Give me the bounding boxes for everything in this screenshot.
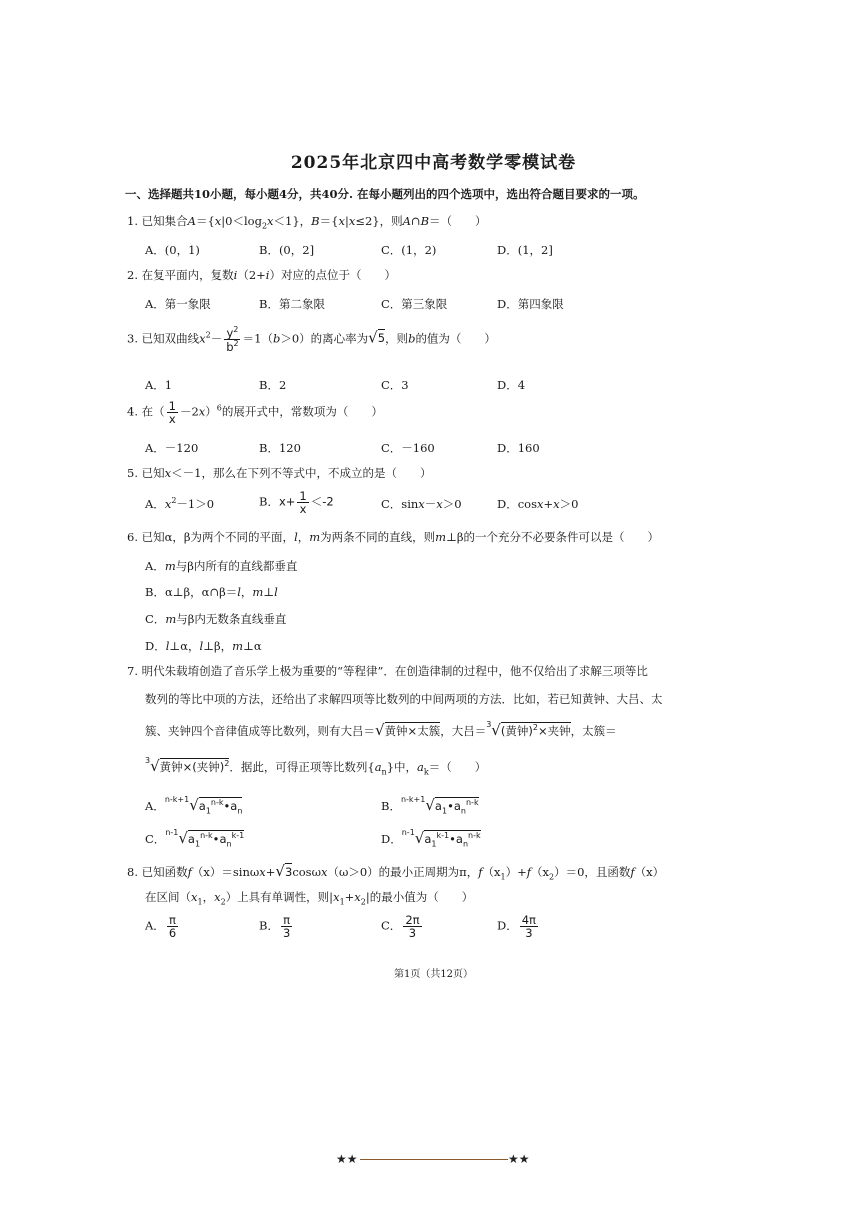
question-number: 2.	[127, 268, 138, 282]
question-7-line-4: $^3$√黄钟×(夹钟)$^2$．据此，可得正项等比数列$\{a_n\}$中，$a_k=$（ ）	[145, 756, 487, 777]
sqrt-icon: √	[275, 862, 285, 880]
option-c[interactable]: C．－160	[381, 441, 435, 455]
option-b[interactable]: B．第二象限	[259, 297, 325, 311]
page-title: 2025年北京四中高考数学零模试卷	[290, 153, 577, 173]
option-b[interactable]: B．x+ $\frac{1}{x}$ ＜-2	[259, 489, 334, 517]
nth-root-icon: √	[414, 829, 425, 847]
question-number: 5.	[127, 466, 138, 480]
page-footer: 第1页（共12页）	[393, 969, 474, 980]
cube-root-icon: √	[150, 757, 160, 775]
fraction: $\frac{4\pi}{3}$	[521, 913, 536, 941]
option-d[interactable]: D．第四象限	[497, 297, 564, 311]
option-c[interactable]: C．m与β内无数条直线垂直	[145, 612, 287, 626]
fraction: $\frac{\pi}{3}$	[282, 913, 291, 941]
question-4: 4. 在（ $\frac{1}{x}$ －2x）$^6$的展开式中，常数项为（ ）	[127, 399, 383, 427]
option-c[interactable]: C．第三象限	[381, 297, 448, 311]
question-1: 1. 已知集合$A=\{x|0<\log_2x<1\}$，B＝{x|x≤2}，则A∩B＝（ ）	[127, 214, 487, 231]
option-c[interactable]: C．$^{n-1}√a_1^{n-k}•a_n^{k-1}$	[145, 828, 245, 849]
sqrt-icon: √	[375, 721, 385, 739]
question-number: 1.	[127, 214, 138, 228]
question-number: 4.	[127, 404, 138, 419]
fraction: $\frac{\pi}{6}$	[168, 913, 177, 941]
option-c[interactable]: C． $\frac{2\pi}{3}$	[381, 913, 420, 941]
option-d[interactable]: D．4	[497, 378, 526, 392]
option-d[interactable]: D．cosx+x＞0	[497, 497, 579, 511]
option-a[interactable]: A．$^{n-k+1}√a_1^{n-k}•a_n$	[145, 795, 243, 816]
option-a[interactable]: A．－120	[145, 441, 199, 455]
option-b[interactable]: B．(0，2]	[259, 243, 315, 257]
question-number: 8.	[127, 865, 138, 879]
question-7: 7. 明代朱载堉创造了音乐学上极为重要的“等程律”．在创造律制的过程中，他不仅给出了求解三项等比	[127, 664, 648, 678]
question-5: 5. 已知x＜－1，那么在下列不等式中，不成立的是（ ）	[127, 466, 432, 480]
option-d[interactable]: D．l⊥α，l⊥β，m⊥α	[145, 639, 262, 653]
fraction: $\frac{1}{x}$	[299, 489, 307, 517]
option-d[interactable]: D．160	[497, 441, 540, 455]
question-3: 3. 已知双曲线$x^2-$ $\frac{y^2}{b^2}$ ＝1（b＞0）的离心率为√5，则b的值为（ ）	[127, 325, 496, 354]
ornament-line	[360, 1159, 508, 1160]
sqrt-icon: √	[368, 328, 378, 347]
question-2: 2. 在复平面内，复数i（2+i）对应的点位于（ ）	[127, 268, 396, 282]
question-7-line-2: 数列的等比中项的方法，还给出了求解四项等比数列的中间两项的方法．比如，若已知黄钟、大吕、太	[145, 692, 663, 706]
nth-root-icon: √	[425, 796, 435, 814]
question-number: 7.	[127, 664, 138, 678]
question-6: 6. 已知α，β为两个不同的平面，l，m为两条不同的直线，则m⊥β的一个充分不必要条件可以是（ ）	[127, 530, 660, 544]
option-d[interactable]: D．(1，2]	[497, 243, 553, 257]
question-number: 6.	[127, 530, 138, 544]
fraction: $\frac{1}{x}$	[168, 399, 176, 427]
option-c[interactable]: C．(1，2)	[381, 243, 437, 257]
section-heading: 一、选择题共10小题，每小题4分，共40分. 在每小题列出的四个选项中，选出符合题目要求的一项。	[125, 187, 645, 201]
star-icon: ★★	[336, 1152, 358, 1166]
option-b[interactable]: B． $\frac{\pi}{3}$	[259, 913, 291, 941]
nth-root-icon: √	[178, 829, 188, 847]
option-b[interactable]: B．120	[259, 441, 301, 455]
question-number: 3.	[127, 331, 138, 346]
option-c[interactable]: C．3	[381, 378, 409, 392]
option-d[interactable]: D．$^{n-1}√a_1^{k-1}•a_n^{n-k}$	[381, 828, 481, 849]
option-a[interactable]: A．(0，1)	[145, 243, 200, 257]
option-a[interactable]: A．$x^2-1>0$	[145, 496, 215, 511]
footer-ornament	[336, 1152, 532, 1166]
option-c[interactable]: C．sinx－x＞0	[381, 497, 462, 511]
fraction: $\frac{2\pi}{3}$	[405, 913, 420, 941]
option-a[interactable]: A． $\frac{\pi}{6}$	[145, 913, 177, 941]
question-8: 8. 已知函数f（x）＝sinωx+√3cosωx（ω＞0）的最小正周期为π，$f(x_1)+f(x_2)=0$，且函数f（x）	[127, 862, 665, 882]
option-d[interactable]: D． $\frac{4\pi}{3}$	[497, 913, 536, 941]
fraction: $\frac{y^2}{b^2}$	[226, 325, 239, 354]
question-8-line-2: 在区间（$x_1$，$x_2$）上具有单调性，则$|x_1+x_2|$的最小值为（ ）	[145, 890, 474, 907]
option-a[interactable]: A．第一象限	[145, 297, 211, 311]
option-b[interactable]: B．α⊥β，α∩β＝l，m⊥l	[145, 585, 278, 599]
option-a[interactable]: A．1	[145, 378, 173, 392]
nth-root-icon: √	[189, 796, 199, 814]
option-a[interactable]: A．m与β内所有的直线都垂直	[145, 559, 298, 573]
star-icon: ★★	[508, 1152, 530, 1166]
option-b[interactable]: B．$^{n-k+1}√a_1•a_n^{n-k}$	[381, 795, 479, 816]
question-7-line-3: 簇、夹钟四个音律值成等比数列，则有大吕＝√黄钟×太簇，大吕＝$^3$√(黄钟)$^2$×夹钟，太簇＝	[145, 720, 617, 739]
option-b[interactable]: B．2	[259, 378, 287, 392]
cube-root-icon: √	[491, 721, 501, 739]
